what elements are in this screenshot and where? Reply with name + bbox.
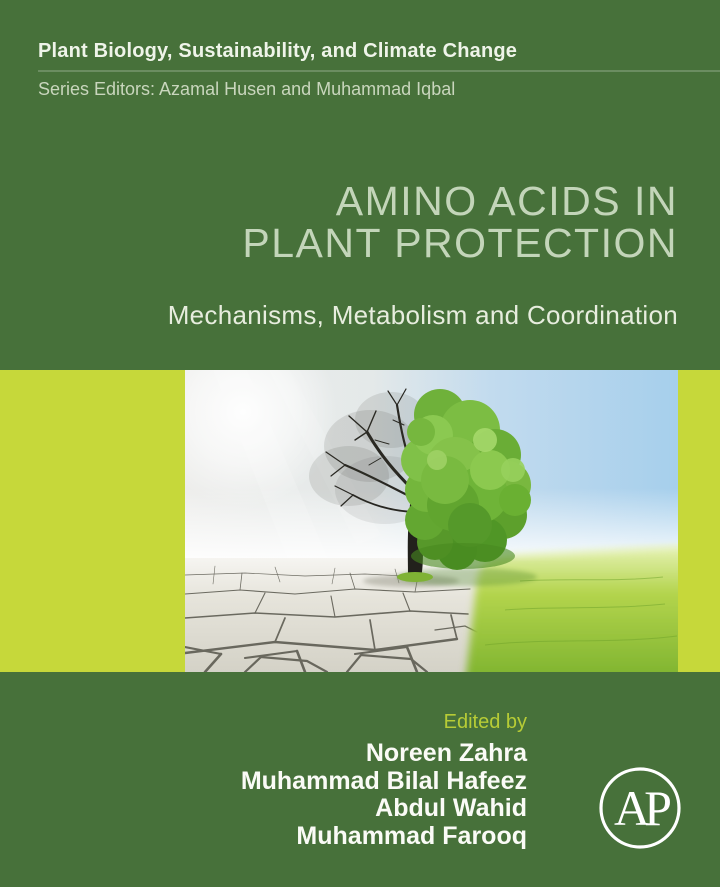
editor-names <box>241 740 527 850</box>
title-block <box>168 180 678 330</box>
ap-monogram: AP <box>614 780 666 836</box>
editor-name: Noreen Zahra <box>365 739 527 767</box>
book-title-line2: PLANT PROTECTION <box>242 220 678 266</box>
editor-name: Abdul Wahid <box>375 794 527 822</box>
book-subtitle: Mechanisms, Metabolism and Coordination <box>167 300 678 330</box>
climate-tree-illustration <box>185 370 678 672</box>
series-editors: Series Editors: Azamal Husen and Muhammad Iqbal <box>38 79 456 99</box>
series-divider <box>38 70 720 72</box>
editor-name: Muhammad Bilal Hafeez <box>240 766 527 795</box>
series-header <box>38 38 720 100</box>
series-title: Plant Biology, Sustainability, and Climate Change <box>38 40 518 62</box>
book-title-line1: AMINO ACIDS IN <box>335 178 678 224</box>
cover-photo <box>185 370 678 672</box>
editors-block <box>241 710 527 850</box>
academic-press-logo-icon <box>597 765 683 851</box>
edited-by-label: Edited by <box>443 711 527 733</box>
accent-band <box>0 370 720 672</box>
editor-name: Muhammad Farooq <box>296 821 527 850</box>
